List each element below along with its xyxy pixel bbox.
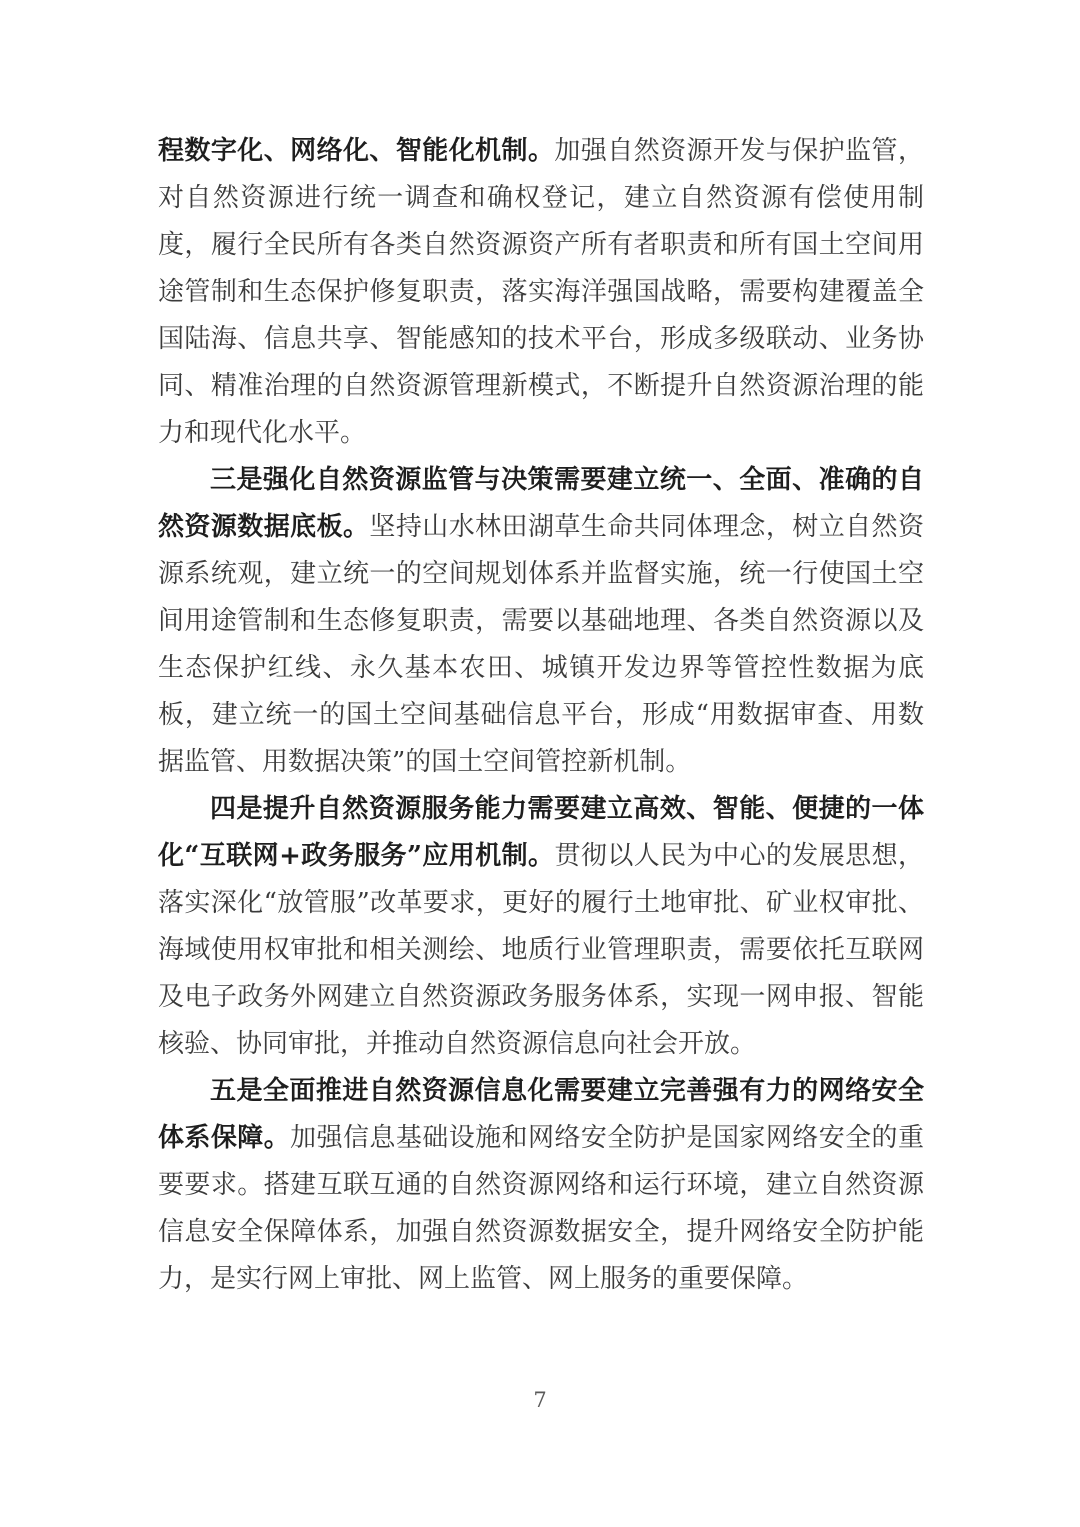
- document-body: [158, 128, 924, 1303]
- paragraph-lead: 三是强化自然资源监管与决策需要建立统一、全面、准确的自然资源数据底板。: [158, 465, 924, 542]
- paragraph-lead: 四是提升自然资源服务能力需要建立高效、智能、便捷的一体化“互联网+政务服务”应用机制。: [158, 794, 924, 871]
- paragraph-lead: 程数字化、网络化、智能化机制。: [158, 136, 555, 166]
- paragraph-text: 贯彻以人民为中心的发展思想，落实深化“放管服”改革要求，更好的履行土地审批、矿业权审批、海域使用权审批和相关测绘、地质行业管理职责，需要依托互联网及电子政务外网建立自然资源政务服务体系，实现一网申报、智能核验、协同审批，并推动自然资源信息向社会开放。: [158, 841, 924, 1059]
- paragraph: [158, 786, 924, 1068]
- paragraph-text: 加强自然资源开发与保护监管，对自然资源进行统一调查和确权登记，建立自然资源有偿使用制度，履行全民所有各类自然资源资产所有者职责和所有国土空间用途管制和生态保护修复职责，落实海洋强国战略，需要构建覆盖全国陆海、信息共享、智能感知的技术平台，形成多级联动、业务协同、精准治理的自然资源管理新模式，不断提升自然资源治理的能力和现代化水平。: [158, 136, 924, 448]
- paragraph: [158, 1068, 924, 1303]
- paragraph-text: 坚持山水林田湖草生命共同体理念，树立自然资源系统观，建立统一的空间规划体系并监督实施，统一行使国土空间用途管制和生态修复职责，需要以基础地理、各类自然资源以及生态保护红线、永久基本农田、城镇开发边界等管控性数据为底板，建立统一的国土空间基础信息平台，形成“用数据审查、用数据监管、用数据决策”的国土空间管控新机制。: [158, 512, 924, 777]
- page-number: 7: [533, 1388, 547, 1412]
- paragraph: [158, 457, 924, 786]
- paragraph-lead: 五是全面推进自然资源信息化需要建立完善强有力的网络安全体系保障。: [158, 1076, 924, 1153]
- paragraph: [158, 128, 924, 457]
- paragraph-text: 加强信息基础设施和网络安全防护是国家网络安全的重要要求。搭建互联互通的自然资源网络和运行环境，建立自然资源信息安全保障体系，加强自然资源数据安全，提升网络安全防护能力，是实行网上审批、网上监管、网上服务的重要保障。: [158, 1123, 924, 1294]
